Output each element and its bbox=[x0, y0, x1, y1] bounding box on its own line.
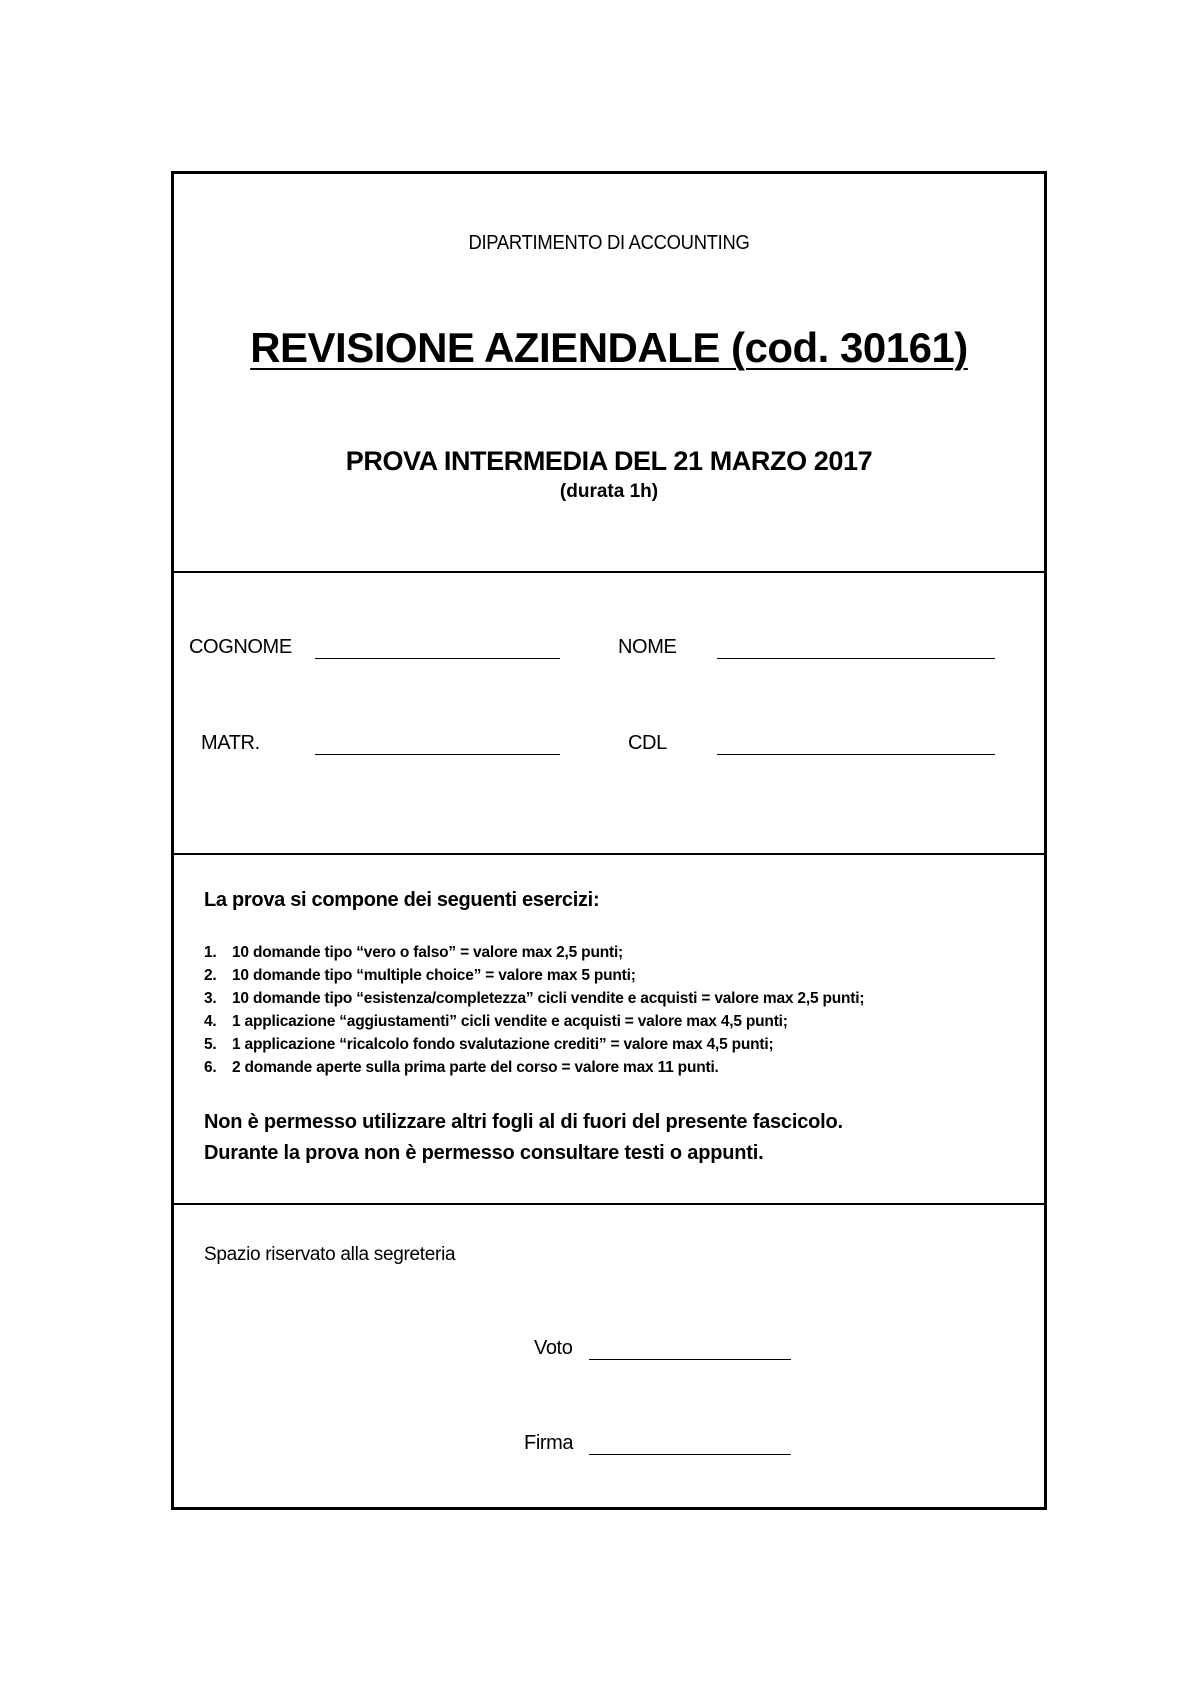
signature-label: Firma bbox=[524, 1432, 574, 1454]
exercise-item: 3. 10 domande tipo “esistenza/completezza” cicli vendite e acquisti = valore max 2,5 punti; bbox=[204, 990, 865, 1007]
exercise-item: 6. 2 domande aperte sulla prima parte del corso = valore max 11 punti. bbox=[204, 1059, 719, 1076]
course-title: REVISIONE AZIENDALE (cod. 30161) bbox=[250, 324, 968, 371]
exercise-item: 2. 10 domande tipo “multiple choice” = valore max 5 punti; bbox=[204, 967, 636, 984]
rule-no-notes: Durante la prova non è permesso consultare testi o appunti. bbox=[204, 1142, 764, 1164]
exercise-item: 5. 1 applicazione “ricalcolo fondo svalutazione crediti” = valore max 4,5 punti; bbox=[204, 1036, 774, 1053]
name-label: NOME bbox=[618, 636, 677, 658]
grade-field[interactable] bbox=[589, 1359, 791, 1360]
exercise-item: 4. 1 applicazione “aggiustamenti” cicli vendite e acquisti = valore max 4,5 punti; bbox=[204, 1013, 788, 1030]
signature-field[interactable] bbox=[589, 1454, 791, 1455]
exam-cover-frame bbox=[171, 171, 1047, 1510]
name-field[interactable] bbox=[717, 658, 995, 659]
rule-no-extra-sheets: Non è permesso utilizzare altri fogli al di fuori del presente fascicolo. bbox=[204, 1111, 843, 1133]
section-divider bbox=[174, 853, 1044, 855]
exercise-list bbox=[204, 941, 864, 1079]
exam-duration: (durata 1h) bbox=[559, 481, 659, 502]
matriculation-label: MATR. bbox=[201, 732, 260, 754]
exercises-intro: La prova si compone dei seguenti esercizi: bbox=[204, 889, 600, 911]
section-divider bbox=[174, 1203, 1044, 1205]
office-reserved-label: Spazio riservato alla segreteria bbox=[204, 1244, 456, 1265]
exam-title: PROVA INTERMEDIA DEL 21 MARZO 2017 bbox=[345, 446, 873, 476]
department-name: DIPARTIMENTO DI ACCOUNTING bbox=[468, 232, 750, 254]
grade-label: Voto bbox=[534, 1337, 573, 1359]
degree-field[interactable] bbox=[717, 754, 995, 755]
exercise-item: 1. 10 domande tipo “vero o falso” = valore max 2,5 punti; bbox=[204, 944, 624, 961]
section-divider bbox=[174, 571, 1044, 573]
surname-label: COGNOME bbox=[189, 636, 292, 658]
degree-label: CDL bbox=[628, 732, 667, 754]
matriculation-field[interactable] bbox=[315, 754, 560, 755]
surname-field[interactable] bbox=[315, 658, 560, 659]
